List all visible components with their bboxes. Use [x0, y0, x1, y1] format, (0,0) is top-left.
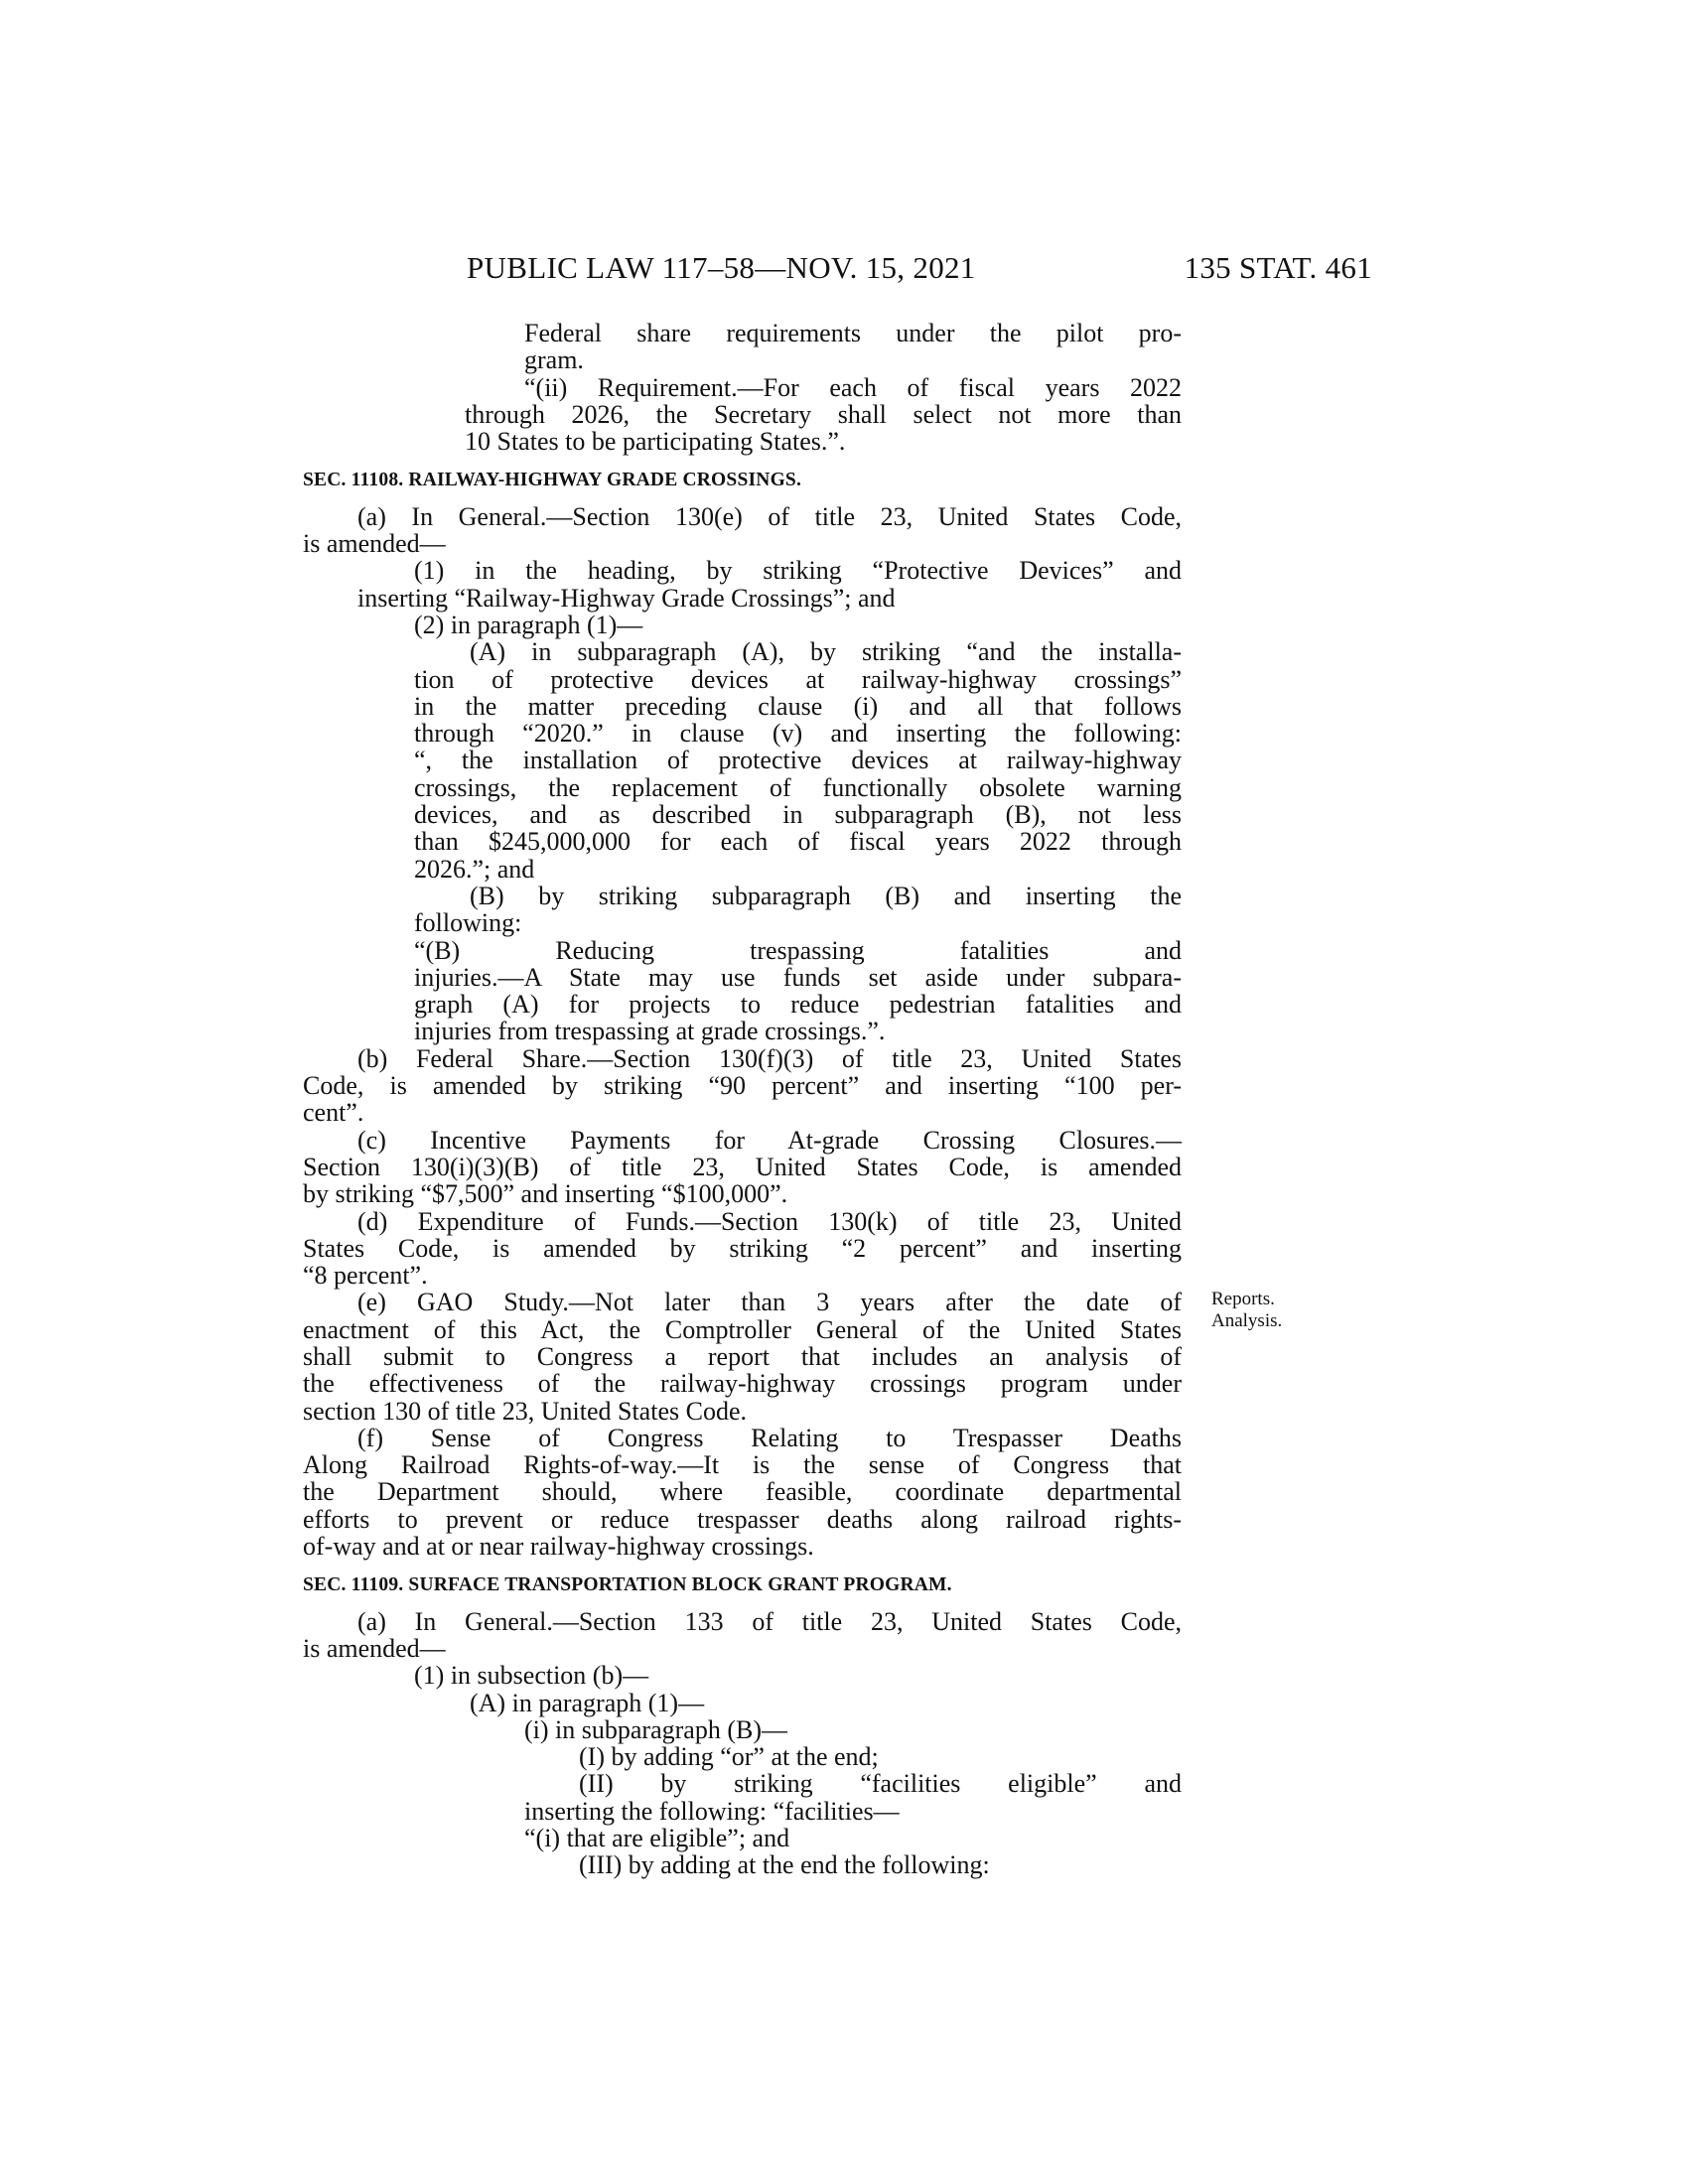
running-head-title: PUBLIC LAW 117–58—NOV. 15, 2021: [467, 250, 976, 285]
text-line: shall submit to Congress a report that includes an analysis of: [303, 1341, 1182, 1371]
text-line: (B) by striking subparagraph (B) and inserting the: [470, 881, 1182, 910]
text-line: in the matter preceding clause (i) and all that follows: [414, 691, 1182, 721]
text-line: (e) GAO Study.—Not later than 3 years after the date of: [357, 1288, 1182, 1317]
text-line: is amended—: [303, 1633, 446, 1663]
text-line: than $245,000,000 for each of fiscal years 2022 through: [414, 827, 1182, 857]
text-line: (i) in subparagraph (B)—: [524, 1714, 787, 1744]
text-line: “, the installation of protective devices at railway-highway: [414, 746, 1182, 775]
text-line: (1) in subsection (b)—: [414, 1661, 649, 1691]
text-line: inserting the following: “facilities—: [524, 1796, 900, 1826]
text-line: (a) In General.—Section 130(e) of title 23, United States Code,: [357, 501, 1182, 531]
text-line: through 2026, the Secretary shall select not more than: [465, 399, 1182, 429]
text-line: Federal share requirements under the pilot pro-: [524, 319, 1182, 347]
text-line: (II) by striking “facilities eligible” and: [579, 1769, 1182, 1799]
text-line: injuries.—A State may use funds set aside under subpara-: [414, 962, 1182, 992]
text-line: the effectiveness of the railway-highway crossings program under: [303, 1369, 1182, 1399]
text-line: Along Railroad Rights-of-way.—It is the sense of Congress that: [303, 1450, 1182, 1480]
margin-note-reports: Reports.: [1211, 1289, 1275, 1309]
text-line: gram.: [524, 345, 584, 375]
text-line: efforts to prevent or reduce trespasser deaths along railroad rights-: [303, 1504, 1182, 1534]
section-heading: SEC. 11108. RAILWAY-HIGHWAY GRADE CROSSINGS.: [303, 470, 802, 491]
text-line: devices, and as described in subparagraph (B), not less: [414, 800, 1182, 830]
text-line: (a) In General.—Section 133 of title 23, United States Code,: [357, 1606, 1182, 1636]
page-header: [467, 250, 1372, 290]
text-line: (A) in subparagraph (A), by striking “and the installa-: [470, 637, 1182, 667]
text-line: injuries from trespassing at grade crossings.”.: [414, 1017, 886, 1046]
margin-note-analysis: Analysis.: [1211, 1310, 1283, 1331]
text-line: tion of protective devices at railway-highway crossings”: [414, 664, 1182, 694]
text-line: by striking “$7,500” and inserting “$100,000”.: [303, 1179, 788, 1209]
text-line: (2) in paragraph (1)—: [414, 610, 643, 639]
text-line: Code, is amended by striking “90 percent” and inserting “100 per-: [303, 1071, 1182, 1101]
text-line: (I) by adding “or” at the end;: [579, 1742, 879, 1772]
text-line: “8 percent”.: [303, 1261, 428, 1291]
page-number: 135 STAT. 461: [1184, 250, 1372, 285]
text-line: inserting “Railway-Highway Grade Crossings”; and: [357, 583, 896, 613]
text-line: “(i) that are eligible”; and: [524, 1824, 790, 1853]
text-line: States Code, is amended by striking “2 percent” and inserting: [303, 1233, 1182, 1263]
text-line: 10 States to be participating States.”.: [465, 427, 846, 457]
section-heading: SEC. 11109. SURFACE TRANSPORTATION BLOCK GRANT PROGRAM.: [303, 1574, 952, 1596]
text-line: (b) Federal Share.—Section 130(f)(3) of title 23, United States: [357, 1043, 1182, 1073]
text-line: following:: [414, 908, 522, 938]
text-line: 2026.”; and: [414, 854, 535, 884]
text-line: through “2020.” in clause (v) and inserting the following:: [414, 719, 1182, 749]
text-line: (1) in the heading, by striking “Protective Devices” and: [414, 556, 1182, 586]
text-line: (f) Sense of Congress Relating to Trespasser Deaths: [357, 1423, 1182, 1452]
text-line: graph (A) for projects to reduce pedestrian fatalities and: [414, 990, 1182, 1020]
text-line: the Department should, where feasible, coordinate departmental: [303, 1477, 1182, 1507]
text-line: Section 130(i)(3)(B) of title 23, United States Code, is amended: [303, 1152, 1182, 1181]
text-line: crossings, the replacement of functionally obsolete warning: [414, 772, 1182, 802]
text-line: (c) Incentive Payments for At-grade Crossing Closures.—: [357, 1125, 1182, 1155]
text-line: section 130 of title 23, United States Code.: [303, 1396, 747, 1426]
document-body: [303, 320, 1182, 1879]
text-line: (III) by adding at the end the following:: [579, 1850, 990, 1880]
text-line: is amended—: [303, 529, 446, 559]
text-line: “(B) Reducing trespassing fatalities and: [414, 935, 1182, 965]
text-line: enactment of this Act, the Comptroller General of the United States: [303, 1314, 1182, 1344]
text-line: of-way and at or near railway-highway crossings.: [303, 1532, 814, 1562]
text-line: “(ii) Requirement.—For each of fiscal years 2022: [524, 372, 1182, 402]
text-line: (d) Expenditure of Funds.—Section 130(k) of title 23, United: [357, 1206, 1182, 1236]
text-line: (A) in paragraph (1)—: [470, 1688, 705, 1717]
text-line: cent”.: [303, 1098, 364, 1128]
